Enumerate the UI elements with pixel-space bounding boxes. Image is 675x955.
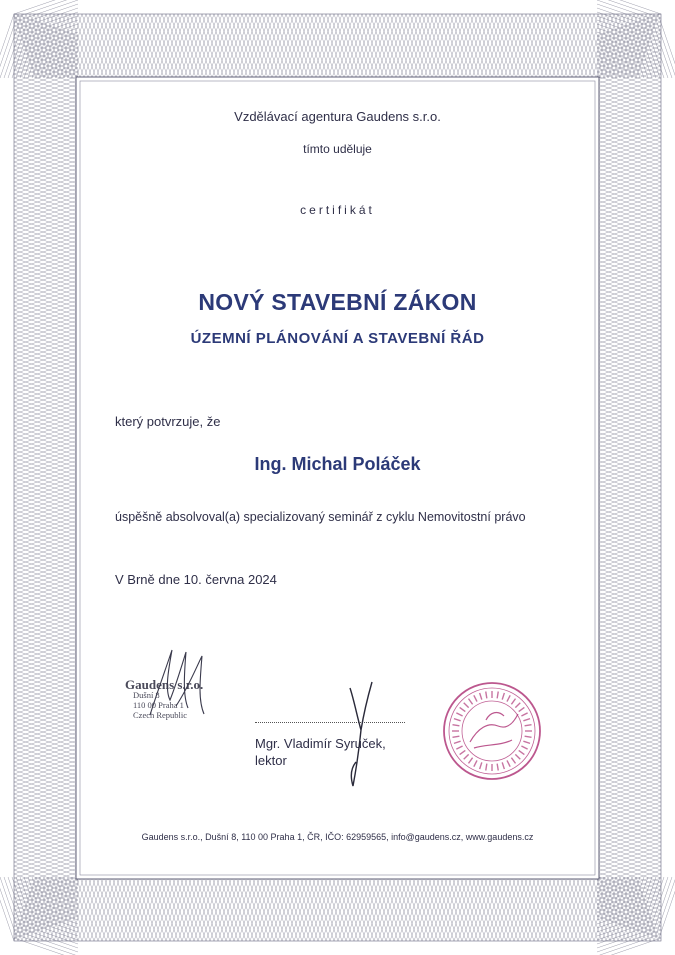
place-date: V Brně dne 10. června 2024 — [115, 572, 277, 587]
issuer-name: Vzdělávací agentura Gaudens s.r.o. — [234, 109, 441, 124]
lecturer-name: Mgr. Vladimír Syruček, — [255, 736, 386, 751]
footer-contact: Gaudens s.r.o., Dušní 8, 110 00 Praha 1, ČR, IČO: 62959565, info@gaudens.cz, www.gaudens.cz — [141, 832, 534, 842]
confirm-text: který potvrzuje, že — [115, 414, 221, 429]
course-title: NOVÝ STAVEBNÍ ZÁKON — [198, 289, 477, 315]
recipient-name: Ing. Michal Poláček — [254, 454, 421, 474]
stamp-street: Dušní 8 — [133, 690, 160, 700]
company-stamp — [125, 677, 204, 720]
lecturer-role: lektor — [255, 753, 287, 768]
grants-text: tímto uděluje — [303, 142, 372, 156]
stamp-company-name: Gaudens s.r.o. — [125, 677, 204, 692]
signature-line — [255, 722, 405, 723]
completion-text: úspěšně absolvoval(a) specializovaný seminář z cyklu Nemovitostní právo — [115, 510, 526, 524]
document-type: certifikát — [300, 203, 375, 217]
stamp-city: 110 00 Praha 1 — [133, 700, 184, 710]
stamp-country: Czech Republic — [133, 710, 188, 720]
course-subtitle: ÚZEMNÍ PLÁNOVÁNÍ A STAVEBNÍ ŘÁD — [190, 330, 485, 347]
certificate-body — [82, 82, 593, 873]
